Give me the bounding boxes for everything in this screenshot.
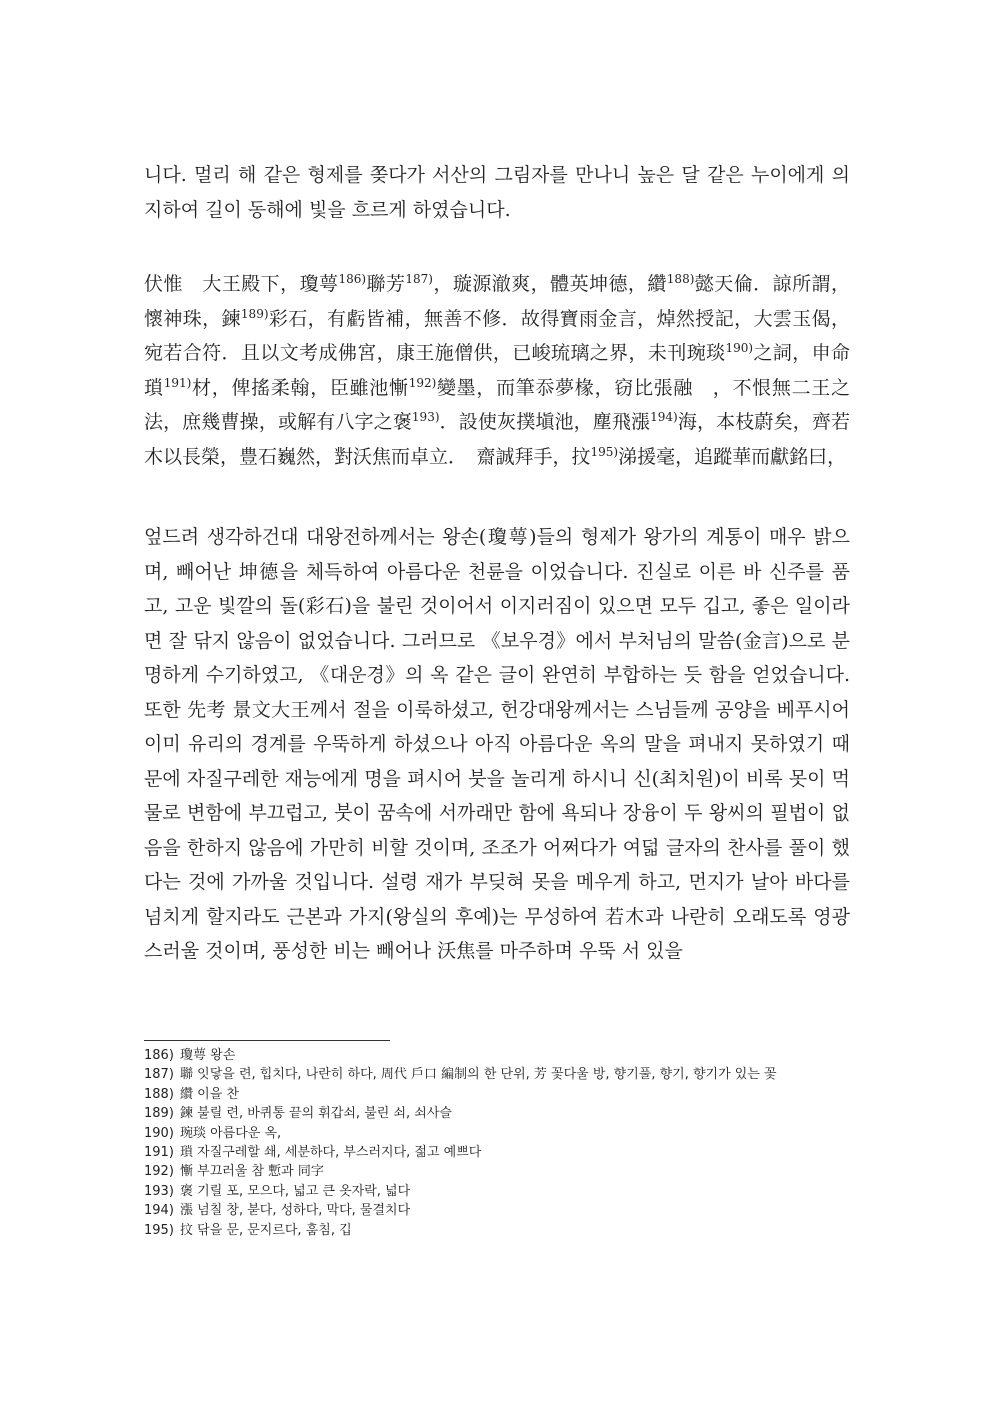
footnote-ref: 188)	[666, 272, 695, 286]
footnote-text: 褒 기릴 포, 모으다, 넓고 큰 옷자락, 넓다	[180, 1183, 411, 1199]
footnote-divider	[144, 1040, 390, 1041]
footnote-number: 195)	[144, 1222, 174, 1238]
footnote-item	[144, 1221, 856, 1240]
text-segment: 變墨，而筆忝夢椽，窃比張融 ，不恨無二王之法，庶幾曹操，或解有八字之褒	[144, 376, 850, 433]
footnote-item	[144, 1124, 856, 1143]
footnote-text: 聯 잇닿을 련, 힙치다, 나란히 하다, 周代 戶口 編制의 한 단위, 芳 꽃다울 방, 향기풀, 향기, 향기가 있는 꽃	[180, 1067, 777, 1083]
footnote-number: 186)	[144, 1048, 174, 1063]
text-segment: 彩石，有虧皆補，無善不修．故得寶雨金言，焯然授記，大雲玉偈，宛若合符．且以文考成佛宮，康王施僧供，已峻琉璃之界，未刊琬琰	[144, 307, 850, 364]
text-segment: 海，本枝蔚矣，齊若木以長榮，豊石巍然，對沃焦而卓立． 齋誠拜手，抆	[144, 411, 850, 468]
footnote-ref: 187)	[405, 272, 433, 286]
paragraph-korean-intro: 니다. 멀리 해 같은 형제를 쫒다가 서산의 그림자를 만나니 높은 달 같은 누이에게 의지하여 길이 동해에 빛을 흐르게 하였습니다.	[144, 164, 850, 221]
footnote-number: 191)	[144, 1145, 174, 1161]
footnote-number: 187)	[144, 1067, 174, 1083]
footnote-ref: 194)	[650, 410, 678, 424]
footnote-ref: 192)	[408, 375, 437, 390]
text-segment: 懿天倫．諒所謂，懷神珠，鍊	[144, 273, 850, 330]
footnote-ref: 190)	[725, 341, 754, 355]
footnote-item	[144, 1162, 856, 1181]
footnote-ref: 195)	[590, 444, 619, 459]
footnote-number: 192)	[144, 1164, 174, 1180]
text-segment: 聯芳	[366, 273, 406, 295]
footnote-text: 琬琰 아름다운 옥,	[180, 1125, 282, 1141]
text-segment: 之詞，申命瑣	[144, 342, 850, 399]
footnote-text: 慚 부끄러울 참 慙과 同字	[180, 1164, 324, 1180]
footnote-list	[144, 1046, 856, 1240]
footnote-item	[144, 1046, 856, 1065]
footnote-ref: 186)	[338, 272, 367, 286]
footnote-ref: 193)	[411, 410, 440, 424]
text-segment: ，璇源澈爽，體英坤德，纘	[433, 273, 667, 295]
footnote-number: 193)	[144, 1183, 174, 1199]
footnote-text: 纘 이을 찬	[180, 1086, 239, 1102]
footnote-item	[144, 1085, 856, 1104]
footnote-item	[144, 1182, 856, 1201]
text-segment: ．設使灰撲塡池，塵飛漲	[439, 411, 651, 433]
footnote-text: 瓊萼 왕손	[180, 1048, 236, 1063]
footnote-item	[144, 1143, 856, 1162]
text-segment: 伏惟 大王殿下，瓊萼	[144, 273, 339, 295]
footnote-ref: 191)	[163, 375, 192, 390]
footnote-text: 瑣 자질구레할 쇄, 세분하다, 부스러지다, 젊고 예쁘다	[180, 1145, 482, 1161]
footnote-text: 漲 넘칠 창, 붇다, 성하다, 막다, 물결치다	[180, 1203, 411, 1219]
footnote-text: 抆 닦을 문, 문지르다, 훔침, 깁	[180, 1222, 352, 1238]
footnote-item	[144, 1201, 856, 1220]
footnote-item	[144, 1065, 856, 1084]
footnote-number: 189)	[144, 1106, 174, 1122]
text-segment: 涕援毫，追蹤華而獻銘曰，	[618, 445, 847, 468]
footnote-number: 190)	[144, 1125, 174, 1141]
paragraph-classical-chinese	[144, 267, 850, 474]
footnote-item	[144, 1104, 856, 1123]
footnote-ref: 189)	[240, 306, 269, 321]
footnote-number: 194)	[144, 1203, 174, 1219]
footnote-text: 鍊 불릴 련, 바퀴통 끝의 휘갑쇠, 불린 쇠, 쇠사슬	[180, 1106, 452, 1122]
text-segment: 材，俾搖柔翰，臣雖池慚	[191, 376, 409, 399]
footnote-number: 188)	[144, 1086, 174, 1102]
paragraph-korean-translation: 엎드려 생각하건대 대왕전하께서는 왕손(瓊萼)들의 형제가 왕가의 계통이 매우 밝으며, 빼어난 坤德을 체득하여 아름다운 천륜을 이었습니다. 진실로 이른 바 신주를 품고, 고운 빛깔의 돌(彩石)을 불린 것이어서 이지러짐이 있으면 모두 깁고, 좋은 일이라면 잘 닦지 않음이 없었습니다. 그러므로 《보우경》에서 부처님의 말씀(金言)으로 분명하게 수기하였고, 《대운경》의 옥 같은 글이 완연히 부합하는 듯 함을 얻었습니다. 또한 先考 景文大王께서 절을 이룩하셨고, 헌강대왕께서는 스님들께 공양을 베푸시어 이미 유리의 경계를 우뚝하게 하셨으나 아직 아름다운 옥의 말을 펴내지 못하였기 때문에 자질구레한 재능에게 명을 펴시어 붓을 놀리게 하시니 신(최치원)이 비록 못이 먹물로 변함에 부끄럽고, 붓이 꿈속에 서까래만 함에 욕되나 장융이 두 왕씨의 필법이 없음을 한하지 않음에 가만히 비할 것이며, 조조가 어쩌다가 여덟 글자의 찬사를 풀이 했다는 것에 가까울 것입니다. 설령 재가 부딪혀 못을 메우게 하고, 먼지가 날아 바다를 넘치게 할지라도 근본과 가지(왕실의 후예)는 무성하여 若木과 나란히 오래도록 영광스러울 것이며, 풍성한 비는 빼어나 沃焦를 마주하며 우뚝 서 있을	[144, 526, 850, 962]
